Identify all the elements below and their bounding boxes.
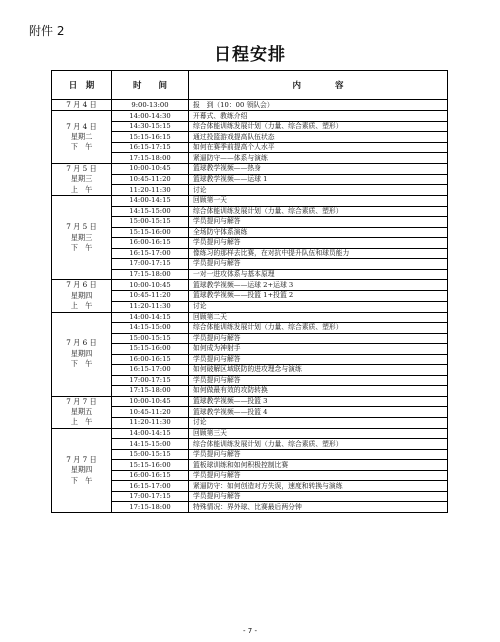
time-cell: 16:15-17:00 [112, 481, 189, 492]
table-row [52, 163, 448, 174]
table-row [52, 386, 448, 397]
time-cell: 14:00-14:15 [112, 312, 189, 323]
date-line: 7 月 5 日 [66, 222, 97, 232]
time-cell: 17:00-17:15 [112, 491, 189, 502]
content-cell: 篮球教学视频——运球 1 [189, 174, 448, 185]
table-row [52, 248, 448, 259]
table-row [52, 481, 448, 492]
content-cell: 开幕式、教练介绍 [189, 111, 448, 122]
content-cell: 学员提问与解答 [189, 470, 448, 481]
date-cell [52, 428, 112, 512]
table-row [52, 111, 448, 122]
content-cell: 通过投篮游戏提高队伍状态 [189, 132, 448, 143]
content-cell: 学员提问与解答 [189, 238, 448, 249]
date-line: 星期三 [70, 232, 93, 242]
content-cell: 回顾第二天 [189, 312, 448, 323]
time-cell: 11:20-11:30 [112, 301, 189, 312]
date-line: 星期四 [70, 348, 93, 358]
table-row [52, 460, 448, 471]
content-cell: 学员提问与解答 [189, 354, 448, 365]
date-line: 上 午 [70, 184, 93, 194]
time-cell: 10:00-10:45 [112, 396, 189, 407]
content-cell: 篮球教学视频——投篮 4 [189, 407, 448, 418]
content-cell: 特殊情况：界外球、比赛最后两分钟 [189, 502, 448, 513]
date-cell [52, 111, 112, 164]
date-line: 下 午 [70, 142, 93, 152]
time-cell: 15:00-15:15 [112, 217, 189, 228]
table-header-row [52, 71, 448, 100]
date-line: 7 月 7 日 [66, 454, 97, 464]
table-row [52, 365, 448, 376]
time-cell: 17:15-18:00 [112, 153, 189, 164]
content-cell: 篮球教学视频——热身 [189, 163, 448, 174]
content-cell: 回顾第一天 [189, 196, 448, 207]
table-row [52, 227, 448, 238]
date-line: 7 月 6 日 [66, 280, 97, 290]
content-cell: 综合体能训练发展计划（力量、综合素质、塑形） [189, 121, 448, 132]
time-cell: 10:45-11:20 [112, 291, 189, 302]
table-row [52, 396, 448, 407]
table-row [52, 407, 448, 418]
page-title: 日程安排 [214, 45, 286, 65]
table-row [52, 354, 448, 365]
date-line: 7 月 7 日 [66, 396, 97, 406]
table-row [52, 153, 448, 164]
date-line: 下 午 [70, 475, 93, 485]
time-cell: 15:15-16:00 [112, 227, 189, 238]
time-cell: 11:20-11:30 [112, 185, 189, 196]
time-cell: 14:00-14:15 [112, 196, 189, 207]
table-row [52, 418, 448, 429]
content-cell: 一对一进攻体系与基本原理 [189, 269, 448, 280]
time-cell: 16:15-17:00 [112, 365, 189, 376]
content-cell: 紧逼防守——体系与演练 [189, 153, 448, 164]
date-line: 星期四 [70, 290, 93, 300]
time-cell: 14:15-15:00 [112, 323, 189, 334]
table-row [52, 121, 448, 132]
table-row [52, 491, 448, 502]
table-row [52, 344, 448, 355]
header-time: 时 间 [112, 71, 189, 100]
content-cell: 讨论 [189, 185, 448, 196]
table-row [52, 449, 448, 460]
date-cell [52, 100, 112, 111]
content-cell: 学员提问与解答 [189, 491, 448, 502]
date-line: 星期五 [70, 407, 93, 416]
table-row [52, 301, 448, 312]
content-cell: 篮球教学视频——投篮 1+投篮 2 [189, 291, 448, 302]
table-row [52, 100, 448, 111]
date-cell [52, 396, 112, 428]
time-cell: 10:00-10:45 [112, 280, 189, 291]
date-line: 7 月 6 日 [66, 338, 97, 348]
time-cell: 14:00-14:30 [112, 111, 189, 122]
table-row [52, 428, 448, 439]
time-cell: 17:15-18:00 [112, 502, 189, 513]
content-cell: 像练习的那样去比赛，在对抗中提升队伍和球员能力 [189, 248, 448, 259]
date-line: 上 午 [70, 417, 93, 427]
table-row [52, 185, 448, 196]
table-row [52, 217, 448, 228]
content-cell: 学员提问与解答 [189, 375, 448, 386]
table-row [52, 196, 448, 207]
table-row [52, 206, 448, 217]
content-cell: 学员提问与解答 [189, 449, 448, 460]
time-cell: 15:15-16:00 [112, 344, 189, 355]
date-cell [52, 163, 112, 195]
content-cell: 如何做最有效的攻防转换 [189, 386, 448, 397]
date-line: 7 月 5 日 [66, 163, 97, 173]
content-cell: 篮球教学视频——运球 2+运球 3 [189, 280, 448, 291]
time-cell: 17:00-17:15 [112, 259, 189, 270]
time-cell: 14:15-15:00 [112, 439, 189, 450]
time-cell: 10:45-11:20 [112, 407, 189, 418]
content-cell: 全场防守体系演练 [189, 227, 448, 238]
time-cell: 10:45-11:20 [112, 174, 189, 185]
table-row [52, 142, 448, 153]
time-cell: 9:00-13:00 [112, 100, 189, 111]
table-row [52, 259, 448, 270]
time-cell: 14:15-15:00 [112, 206, 189, 217]
content-cell: 篮球教学视频——投篮 3 [189, 396, 448, 407]
time-cell: 17:00-17:15 [112, 375, 189, 386]
time-cell: 11:20-11:30 [112, 418, 189, 429]
table-row [52, 470, 448, 481]
header-content: 内 容 [189, 71, 448, 100]
page-number: - 7 - [243, 627, 257, 635]
table-row [52, 439, 448, 450]
time-cell: 17:15-18:00 [112, 269, 189, 280]
table-row [52, 132, 448, 143]
content-cell: 讨论 [189, 301, 448, 312]
time-cell: 10:00-10:45 [112, 163, 189, 174]
time-cell: 14:00-14:15 [112, 428, 189, 439]
time-cell: 14:30-15:15 [112, 121, 189, 132]
time-cell: 16:00-16:15 [112, 354, 189, 365]
schedule-body [52, 100, 448, 513]
time-cell: 16:15-17:00 [112, 248, 189, 259]
content-cell: 讨论 [189, 418, 448, 429]
table-row [52, 280, 448, 291]
table-row [52, 238, 448, 249]
content-cell: 报 到（10：00 领队会） [189, 100, 448, 111]
content-cell: 学员提问与解答 [189, 259, 448, 270]
time-cell: 15:00-15:15 [112, 449, 189, 460]
content-cell: 综合体能训练发展计划（力量、综合素质、塑形） [189, 323, 448, 334]
date-line: 星期四 [70, 465, 93, 475]
attachment-label: 附件 2 [29, 24, 65, 38]
content-cell: 综合体能训练发展计划（力量、综合素质、塑形） [189, 439, 448, 450]
time-cell: 15:00-15:15 [112, 333, 189, 344]
date-line: 7 月 4 日 [66, 121, 97, 131]
date-line: 下 午 [70, 242, 93, 252]
date-cell [52, 280, 112, 312]
content-cell: 学员提问与解答 [189, 217, 448, 228]
time-cell: 16:15-17:15 [112, 142, 189, 153]
table-row [52, 269, 448, 280]
content-cell: 学员提问与解答 [189, 333, 448, 344]
table-row [52, 502, 448, 513]
table-row [52, 375, 448, 386]
time-cell: 16:00-16:15 [112, 238, 189, 249]
content-cell: 回顾第三天 [189, 428, 448, 439]
content-cell: 综合体能训练发展计划（力量、综合素质、塑形） [189, 206, 448, 217]
content-cell: 如何在赛季前提高个人水平 [189, 142, 448, 153]
date-line: 星期二 [70, 131, 93, 141]
content-cell: 如何成为神射手 [189, 344, 448, 355]
date-cell [52, 196, 112, 280]
date-line: 上 午 [70, 301, 93, 311]
time-cell: 17:15-18:00 [112, 386, 189, 397]
table-row [52, 333, 448, 344]
schedule-table [51, 70, 448, 513]
content-cell: 紧逼防守：如何创造对方失误，速度和转换与演练 [189, 481, 448, 492]
date-line: 7 月 4 日 [66, 100, 97, 109]
table-row [52, 323, 448, 334]
time-cell: 16:00-16:15 [112, 470, 189, 481]
header-date: 日 期 [52, 71, 112, 100]
content-cell: 如何破解区域联防的进攻理念与演练 [189, 365, 448, 376]
table-row [52, 174, 448, 185]
table-row [52, 312, 448, 323]
date-line: 下 午 [70, 359, 93, 369]
date-line: 星期三 [70, 174, 93, 184]
time-cell: 15:15-16:00 [112, 460, 189, 471]
date-cell [52, 312, 112, 396]
time-cell: 15:15-16:15 [112, 132, 189, 143]
content-cell: 篮板球训练和如何积极控制比赛 [189, 460, 448, 471]
table-row [52, 291, 448, 302]
